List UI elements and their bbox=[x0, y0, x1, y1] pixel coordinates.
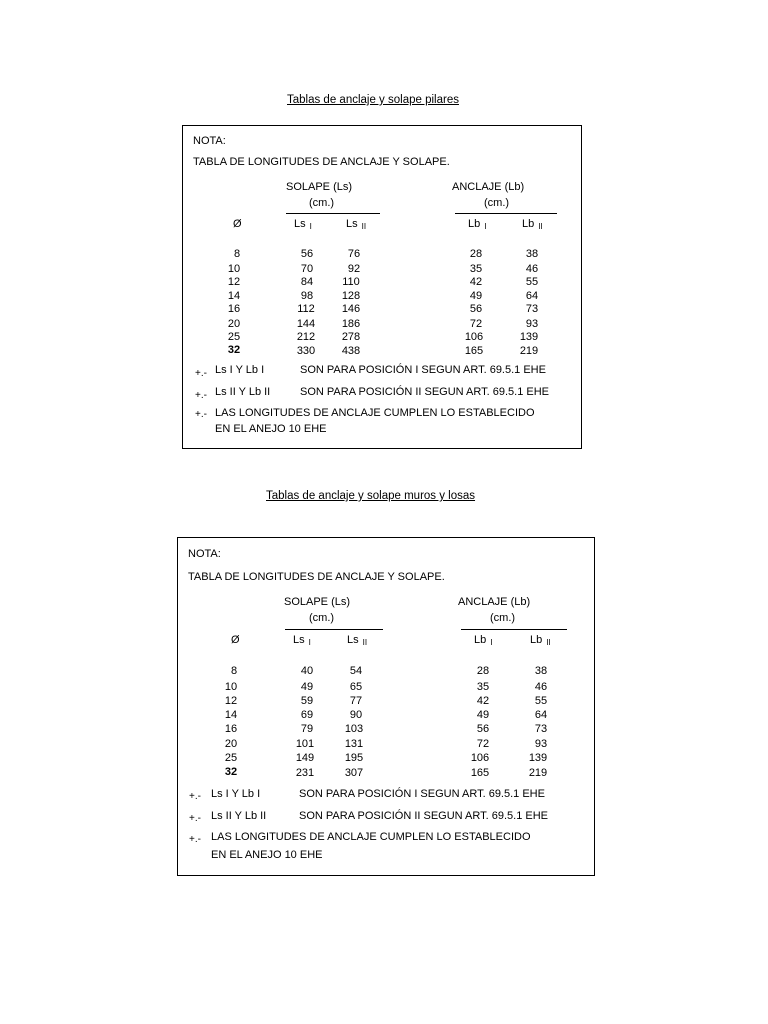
row-ls2: 54 bbox=[349, 665, 363, 677]
row-diameter: 16 bbox=[224, 723, 238, 735]
row-ls1: 69 bbox=[300, 709, 314, 721]
row-ls1: 212 bbox=[296, 331, 316, 343]
note-text: SON PARA POSICIÓN I SEGUN ART. 69.5.1 EHE bbox=[300, 364, 546, 376]
row-ls2: 438 bbox=[341, 345, 361, 357]
row-lb1: 28 bbox=[469, 248, 483, 260]
table-subtitle: TABLA DE LONGITUDES DE ANCLAJE Y SOLAPE. bbox=[188, 571, 445, 583]
anclaje-rule bbox=[455, 213, 557, 214]
row-ls2: 76 bbox=[347, 248, 361, 260]
row-lb1: 28 bbox=[476, 665, 490, 677]
row-ls2: 77 bbox=[349, 695, 363, 707]
anclaje-unit: (cm.) bbox=[484, 197, 510, 209]
row-ls2: 65 bbox=[349, 681, 363, 693]
row-diameter: 12 bbox=[227, 276, 241, 288]
row-ls2: 92 bbox=[347, 263, 361, 275]
note-text-continued: EN EL ANEJO 10 EHE bbox=[211, 849, 323, 861]
ls2-header: Ls II bbox=[346, 218, 367, 231]
lb1-header: Lb I bbox=[474, 634, 493, 647]
row-ls1: 49 bbox=[300, 681, 314, 693]
row-lb2: 38 bbox=[525, 248, 539, 260]
note-bullet: +.- bbox=[189, 813, 201, 824]
row-ls1: 84 bbox=[300, 276, 314, 288]
anclaje-header: ANCLAJE (Lb) bbox=[452, 181, 525, 193]
row-diameter: 20 bbox=[224, 738, 238, 750]
row-lb2: 139 bbox=[519, 331, 539, 343]
solape-rule bbox=[286, 213, 380, 214]
note-text: LAS LONGITUDES DE ANCLAJE CUMPLEN LO ESTABLECIDO bbox=[215, 407, 535, 419]
row-diameter: 14 bbox=[227, 290, 241, 302]
note-bullet: +.- bbox=[195, 390, 207, 401]
note-text: SON PARA POSICIÓN II SEGUN ART. 69.5.1 EHE bbox=[299, 810, 549, 822]
row-lb1: 72 bbox=[476, 738, 490, 750]
row-lb2: 46 bbox=[525, 263, 539, 275]
solape-header: SOLAPE (Ls) bbox=[286, 181, 353, 193]
ls1-header: Ls I bbox=[294, 218, 312, 231]
solape-unit: (cm.) bbox=[309, 612, 335, 624]
row-ls2: 131 bbox=[344, 738, 364, 750]
note-label: Ls II Y Lb II bbox=[215, 386, 271, 398]
row-lb1: 42 bbox=[476, 695, 490, 707]
nota-label: NOTA: bbox=[188, 548, 221, 560]
row-lb2: 139 bbox=[528, 752, 548, 764]
row-diameter: 20 bbox=[227, 318, 241, 330]
note-label: Ls I Y Lb I bbox=[215, 364, 265, 376]
row-lb2: 73 bbox=[525, 303, 539, 315]
row-diameter: 14 bbox=[224, 709, 238, 721]
note-bullet: +.- bbox=[189, 791, 201, 802]
note-bullet: +.- bbox=[189, 834, 201, 845]
row-lb1: 165 bbox=[464, 345, 484, 357]
row-ls1: 330 bbox=[296, 345, 316, 357]
note-text: SON PARA POSICIÓN II SEGUN ART. 69.5.1 EHE bbox=[300, 386, 550, 398]
row-ls1: 70 bbox=[300, 263, 314, 275]
table-title: Tablas de anclaje y solape muros y losas bbox=[266, 490, 476, 502]
row-lb1: 165 bbox=[470, 767, 490, 779]
row-ls2: 195 bbox=[344, 752, 364, 764]
anclaje-unit: (cm.) bbox=[490, 612, 516, 624]
row-lb2: 55 bbox=[525, 276, 539, 288]
lb1-header: Lb I bbox=[468, 218, 487, 231]
row-diameter: 25 bbox=[224, 752, 238, 764]
lb2-header: Lb II bbox=[530, 634, 551, 647]
row-lb1: 72 bbox=[469, 318, 483, 330]
row-lb2: 219 bbox=[519, 345, 539, 357]
row-lb1: 56 bbox=[469, 303, 483, 315]
row-lb2: 55 bbox=[534, 695, 548, 707]
diameter-header: Ø bbox=[231, 634, 240, 646]
row-diameter: 12 bbox=[224, 695, 238, 707]
row-ls2: 307 bbox=[344, 767, 364, 779]
ls1-header: Ls I bbox=[293, 634, 311, 647]
row-lb1: 106 bbox=[470, 752, 490, 764]
solape-header: SOLAPE (Ls) bbox=[284, 596, 351, 608]
row-lb1: 42 bbox=[469, 276, 483, 288]
row-diameter: 8 bbox=[230, 665, 238, 677]
table-title: Tablas de anclaje y solape pilares bbox=[287, 94, 459, 106]
row-ls2: 278 bbox=[341, 331, 361, 343]
row-diameter: 32 bbox=[227, 344, 241, 356]
row-lb2: 38 bbox=[534, 665, 548, 677]
row-ls1: 79 bbox=[300, 723, 314, 735]
row-lb1: 49 bbox=[469, 290, 483, 302]
row-ls2: 110 bbox=[342, 276, 360, 288]
row-diameter: 32 bbox=[224, 766, 238, 778]
solape-unit: (cm.) bbox=[309, 197, 335, 209]
table-subtitle: TABLA DE LONGITUDES DE ANCLAJE Y SOLAPE. bbox=[193, 156, 450, 168]
note-bullet: +.- bbox=[195, 409, 207, 420]
row-ls2: 128 bbox=[341, 290, 361, 302]
note-text: SON PARA POSICIÓN I SEGUN ART. 69.5.1 EHE bbox=[299, 788, 545, 800]
row-lb2: 64 bbox=[534, 709, 548, 721]
row-lb1: 56 bbox=[476, 723, 490, 735]
row-lb2: 46 bbox=[534, 681, 548, 693]
row-ls1: 59 bbox=[300, 695, 314, 707]
row-diameter: 16 bbox=[227, 303, 241, 315]
row-lb1: 35 bbox=[469, 263, 483, 275]
note-label: Ls I Y Lb I bbox=[211, 788, 261, 800]
anclaje-rule bbox=[461, 629, 567, 630]
note-text-continued: EN EL ANEJO 10 EHE bbox=[215, 423, 327, 435]
row-ls1: 98 bbox=[300, 290, 314, 302]
row-ls1: 56 bbox=[300, 248, 314, 260]
anclaje-header: ANCLAJE (Lb) bbox=[458, 596, 531, 608]
row-diameter: 10 bbox=[224, 681, 238, 693]
row-ls1: 101 bbox=[295, 738, 315, 750]
row-ls2: 90 bbox=[349, 709, 363, 721]
row-lb2: 93 bbox=[525, 318, 539, 330]
row-lb1: 35 bbox=[476, 681, 490, 693]
row-ls2: 186 bbox=[341, 318, 361, 330]
solape-rule bbox=[285, 629, 383, 630]
row-lb2: 64 bbox=[525, 290, 539, 302]
row-ls1: 112 bbox=[297, 303, 315, 315]
row-lb2: 73 bbox=[534, 723, 548, 735]
row-ls2: 103 bbox=[344, 723, 364, 735]
row-ls1: 231 bbox=[295, 767, 315, 779]
row-ls1: 149 bbox=[295, 752, 315, 764]
row-diameter: 8 bbox=[233, 248, 241, 260]
lb2-header: Lb II bbox=[522, 218, 543, 231]
note-text: LAS LONGITUDES DE ANCLAJE CUMPLEN LO ESTABLECIDO bbox=[211, 831, 531, 843]
row-lb1: 49 bbox=[476, 709, 490, 721]
note-label: Ls II Y Lb II bbox=[211, 810, 267, 822]
row-ls1: 40 bbox=[300, 665, 314, 677]
row-ls2: 146 bbox=[341, 303, 361, 315]
row-lb2: 93 bbox=[534, 738, 548, 750]
row-lb1: 106 bbox=[464, 331, 484, 343]
ls2-header: Ls II bbox=[347, 634, 368, 647]
diameter-header: Ø bbox=[233, 218, 242, 230]
nota-label: NOTA: bbox=[193, 135, 226, 147]
row-diameter: 25 bbox=[227, 331, 241, 343]
row-ls1: 144 bbox=[296, 318, 316, 330]
row-lb2: 219 bbox=[528, 767, 548, 779]
row-diameter: 10 bbox=[227, 263, 241, 275]
note-bullet: +.- bbox=[195, 368, 207, 379]
